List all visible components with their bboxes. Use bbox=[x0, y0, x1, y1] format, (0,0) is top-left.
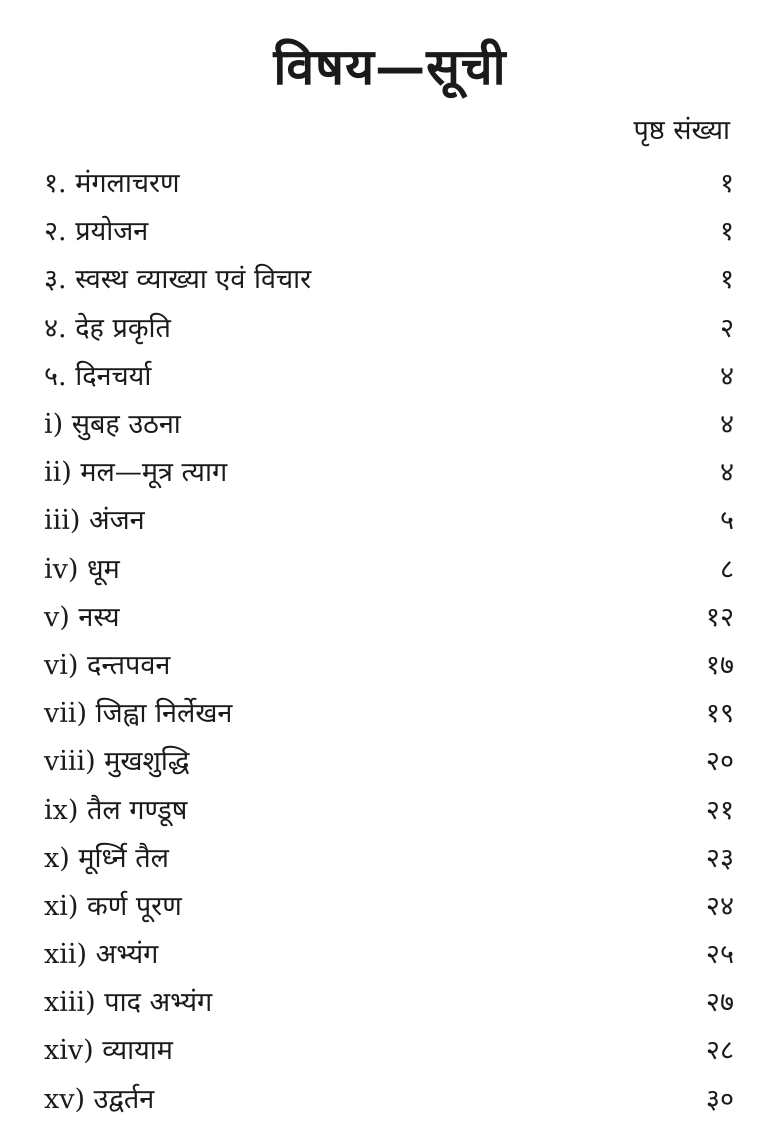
toc-entry-label: xiv) व्यायाम bbox=[44, 1035, 173, 1067]
toc-entry-label: ३. स्वस्थ व्याख्या एवं विचार bbox=[44, 264, 312, 296]
toc-entry bbox=[44, 353, 734, 401]
toc-entry-label: २. प्रयोजन bbox=[44, 216, 149, 248]
toc-entry bbox=[44, 1076, 734, 1124]
toc-entry bbox=[44, 1027, 734, 1075]
toc-entry-page-number: २५ bbox=[705, 939, 734, 971]
toc-entry-label: iii) अंजन bbox=[44, 505, 145, 537]
toc-entry-label: १. मंगलाचरण bbox=[44, 168, 180, 200]
toc-entry-page-number: २७ bbox=[705, 987, 734, 1019]
toc-entry bbox=[44, 449, 734, 497]
toc-entry-label: x) मूर्ध्नि तैल bbox=[44, 842, 169, 874]
toc-entry bbox=[44, 401, 734, 449]
toc-entry bbox=[44, 546, 734, 594]
toc-entry bbox=[44, 594, 734, 642]
toc-entry bbox=[44, 208, 734, 256]
toc-entry bbox=[44, 256, 734, 304]
toc-entry-page-number: १ bbox=[719, 168, 734, 200]
page-number-column-heading: पृष्ठ संख्या bbox=[633, 115, 730, 146]
toc-entry bbox=[44, 835, 734, 883]
toc-entry-label: xv) उद्वर्तन bbox=[44, 1083, 155, 1115]
toc-entry-page-number: २३ bbox=[705, 842, 734, 874]
toc-entry bbox=[44, 738, 734, 786]
toc-entry-label: ix) तैल गण्डूष bbox=[44, 794, 188, 826]
toc-entry-page-number: ४ bbox=[719, 360, 734, 392]
toc-entry-page-number: ४ bbox=[719, 457, 734, 489]
toc-entry bbox=[44, 931, 734, 979]
toc-entry-label: xiii) पाद अभ्यंग bbox=[44, 987, 213, 1019]
toc-entry-page-number: १ bbox=[719, 264, 734, 296]
toc-entry-page-number: ८ bbox=[719, 553, 734, 585]
toc-entry bbox=[44, 979, 734, 1027]
toc-entry-page-number: १९ bbox=[705, 698, 734, 730]
toc-entry-label: xi) कर्ण पूरण bbox=[44, 890, 182, 922]
toc-entry-page-number: ४ bbox=[719, 409, 734, 441]
toc-entry-page-number: ५ bbox=[719, 505, 734, 537]
toc-entry bbox=[44, 642, 734, 690]
toc-entry-page-number: २४ bbox=[705, 890, 734, 922]
toc-entry-label: i) सुबह उठना bbox=[44, 409, 181, 441]
toc-entry-label: ५. दिनचर्या bbox=[44, 360, 152, 392]
toc-entry bbox=[44, 497, 734, 545]
toc-entry-page-number: २८ bbox=[705, 1035, 734, 1067]
toc-entry-page-number: १७ bbox=[705, 649, 734, 681]
toc-entry-page-number: २० bbox=[705, 746, 734, 778]
toc-entry-page-number: १ bbox=[719, 216, 734, 248]
toc-entry-page-number: ३० bbox=[705, 1083, 734, 1115]
toc-entry-label: iv) धूम bbox=[44, 553, 120, 585]
toc-entry-label: viii) मुखशुद्धि bbox=[44, 746, 190, 778]
toc-entry-page-number: १२ bbox=[705, 601, 734, 633]
toc-entry-label: vi) दन्तपवन bbox=[44, 649, 171, 681]
toc-entry bbox=[44, 305, 734, 353]
page-title: विषय—सूची bbox=[273, 36, 507, 96]
toc-entry-label: v) नस्य bbox=[44, 601, 120, 633]
toc-entry-page-number: २१ bbox=[705, 794, 734, 826]
toc-entry-label: vii) जिह्वा निर्लेखन bbox=[44, 698, 233, 730]
toc-entry-label: xii) अभ्यंग bbox=[44, 939, 159, 971]
toc-entry bbox=[44, 786, 734, 834]
toc-list bbox=[44, 160, 734, 1124]
toc-entry-label: ४. देह प्रकृति bbox=[44, 312, 171, 344]
toc-entry bbox=[44, 690, 734, 738]
toc-entry-page-number: २ bbox=[719, 312, 734, 344]
toc-entry-label: ii) मल—मूत्र त्याग bbox=[44, 457, 228, 489]
toc-entry bbox=[44, 160, 734, 208]
toc-entry bbox=[44, 883, 734, 931]
